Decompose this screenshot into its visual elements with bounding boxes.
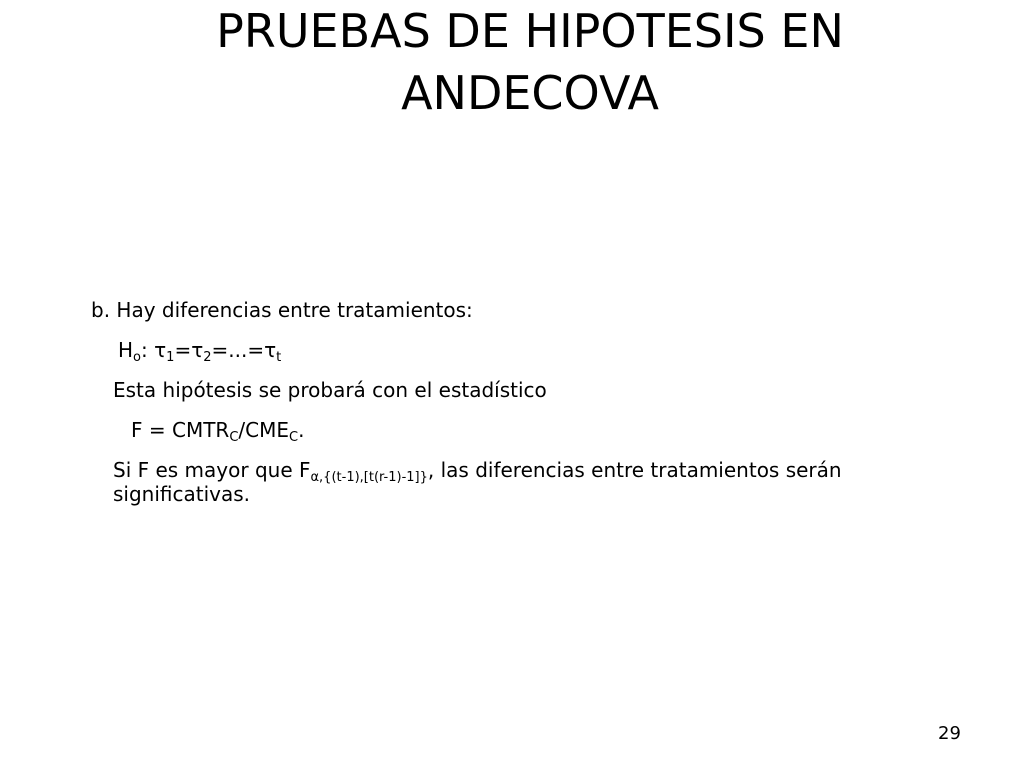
- slide-title: [130, 0, 930, 124]
- f-critical-subscript: α,{(t-1),[t(r-1)-1]}: [310, 470, 428, 485]
- hypothesis-equals-tau: =τ: [174, 338, 204, 362]
- conclusion-prefix: Si F es mayor que F: [113, 458, 311, 482]
- slide-body: [91, 298, 911, 506]
- hypothesis-h-subscript: o: [133, 350, 142, 365]
- hypothesis-ellipsis-tau: =...=τ: [211, 338, 277, 362]
- page-number: 29: [938, 723, 961, 744]
- hypothesis-h: H: [118, 338, 134, 362]
- null-hypothesis: [91, 338, 911, 365]
- tau-2-subscript: 2: [203, 350, 212, 365]
- cme-subscript: C: [289, 430, 299, 445]
- f-statistic: [91, 418, 911, 445]
- test-statement: Esta hipótesis se probará con el estadístico: [113, 378, 547, 402]
- f-statistic-cme: /CME: [238, 418, 289, 442]
- f-statistic-prefix: F = CMTR: [131, 418, 230, 442]
- slide-title-line-1: PRUEBAS DE HIPOTESIS EN: [216, 4, 844, 58]
- tau-1-subscript: 1: [166, 350, 175, 365]
- conclusion-text: [91, 458, 911, 506]
- hypothesis-colon-tau: : τ: [141, 338, 167, 362]
- cmtr-subscript: C: [229, 430, 239, 445]
- f-statistic-period: .: [298, 418, 305, 442]
- slide-title-line-2: ANDECOVA: [401, 66, 659, 120]
- lead-text: b. Hay diferencias entre tratamientos:: [91, 298, 473, 322]
- tau-t-subscript: t: [276, 350, 282, 365]
- conclusion-suffix: , las diferencias entre tratamientos serán significativas.: [113, 458, 842, 506]
